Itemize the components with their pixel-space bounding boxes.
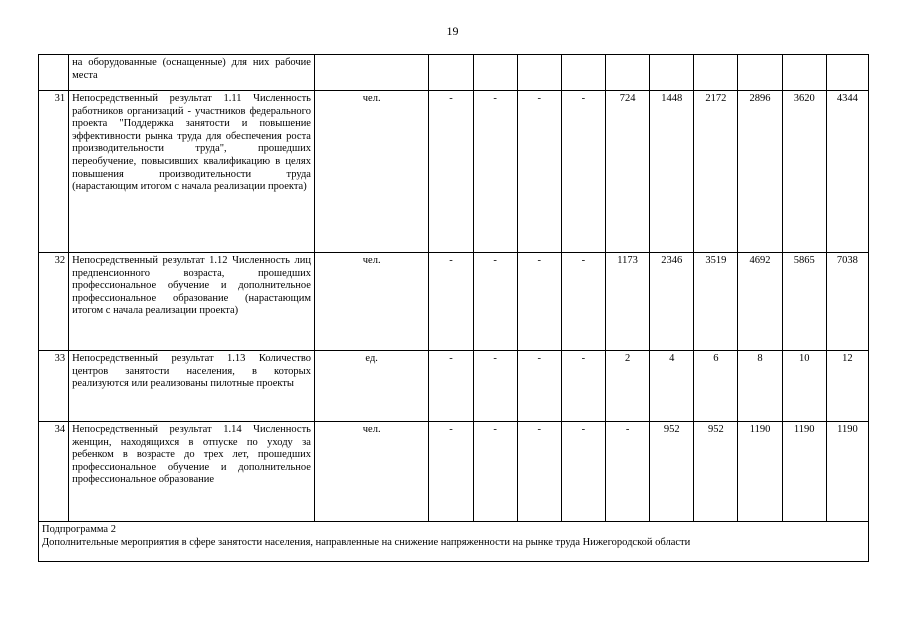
row-value: - xyxy=(561,91,605,253)
indicators-table xyxy=(38,54,869,562)
row-description: Непосредственный результат 1.12 Численность лиц предпенсионного возраста, прошедших профессиональное обучение и дополнительное профессиональное образование (нарастающим итогом с начала реализации проекта) xyxy=(69,253,315,351)
row-value: 952 xyxy=(650,422,694,522)
row-value: 5865 xyxy=(782,253,826,351)
row-value: - xyxy=(429,253,473,351)
row-number: 32 xyxy=(39,253,69,351)
page-number: 19 xyxy=(446,24,459,38)
row-unit: чел. xyxy=(314,91,428,253)
row-number: 31 xyxy=(39,91,69,253)
row-unit xyxy=(314,55,428,91)
row-value: - xyxy=(517,351,561,422)
row-description: на оборудованные (оснащенные) для них рабочие места xyxy=(69,55,315,91)
row-value: 2896 xyxy=(738,91,782,253)
row-value: 724 xyxy=(606,91,650,253)
row-value: 1448 xyxy=(650,91,694,253)
row-number: 34 xyxy=(39,422,69,522)
row-value xyxy=(429,55,473,91)
row-value xyxy=(782,55,826,91)
row-value xyxy=(561,55,605,91)
table-row xyxy=(39,55,869,91)
row-value: - xyxy=(473,91,517,253)
row-description: Непосредственный результат 1.14 Численность женщин, находящихся в отпуске по уходу за ребенком в возрасте до трех лет, прошедших профессиональное обучение и дополнительное профессиональное образование xyxy=(69,422,315,522)
row-value: 7038 xyxy=(826,253,868,351)
subprogram-text: Дополнительные мероприятия в сфере занятости населения, направленные на снижение напряженности на рынке труда Нижегородской области xyxy=(42,536,691,548)
row-value: - xyxy=(429,351,473,422)
row-value: 2172 xyxy=(694,91,738,253)
row-value xyxy=(606,55,650,91)
row-value xyxy=(694,55,738,91)
row-description: Непосредственный результат 1.11 Численность работников организаций - участников федерального проекта "Поддержка занятости и повышение эффективности рынка труда для обеспечения роста производительности труда", прошедших переобучение, повысивших квалификацию в целях повышения производительности труда (нарастающим итогом с начала реализации проекта) xyxy=(69,91,315,253)
row-value: 1190 xyxy=(782,422,826,522)
subprogram-row xyxy=(39,522,869,562)
row-value: 3620 xyxy=(782,91,826,253)
row-unit: чел. xyxy=(314,253,428,351)
row-value: 1190 xyxy=(826,422,868,522)
row-value: 6 xyxy=(694,351,738,422)
row-value: 4692 xyxy=(738,253,782,351)
row-value: - xyxy=(561,253,605,351)
row-value xyxy=(650,55,694,91)
row-value: 952 xyxy=(694,422,738,522)
row-value: 3519 xyxy=(694,253,738,351)
table-row xyxy=(39,351,869,422)
row-value: 4 xyxy=(650,351,694,422)
row-value: 8 xyxy=(738,351,782,422)
row-value xyxy=(517,55,561,91)
row-value: 1173 xyxy=(606,253,650,351)
row-value: 4344 xyxy=(826,91,868,253)
row-value: - xyxy=(473,351,517,422)
row-value: - xyxy=(561,351,605,422)
row-value: - xyxy=(517,91,561,253)
row-value: - xyxy=(606,422,650,522)
row-value: - xyxy=(473,253,517,351)
row-value: - xyxy=(473,422,517,522)
subprogram-title: Подпрограмма 2 xyxy=(42,524,116,535)
row-value: 12 xyxy=(826,351,868,422)
row-value xyxy=(473,55,517,91)
row-value xyxy=(738,55,782,91)
row-value: - xyxy=(561,422,605,522)
row-value: 2 xyxy=(606,351,650,422)
subprogram-cell xyxy=(39,522,869,562)
row-value: 2346 xyxy=(650,253,694,351)
row-number xyxy=(39,55,69,91)
row-value: - xyxy=(517,422,561,522)
row-value: 1190 xyxy=(738,422,782,522)
row-number: 33 xyxy=(39,351,69,422)
row-unit: чел. xyxy=(314,422,428,522)
table-row xyxy=(39,91,869,253)
row-value xyxy=(826,55,868,91)
row-description: Непосредственный результат 1.13 Количество центров занятости населения, в которых реализуются или реализованы пилотные проекты xyxy=(69,351,315,422)
row-value: - xyxy=(429,422,473,522)
table-row xyxy=(39,253,869,351)
row-value: 10 xyxy=(782,351,826,422)
table-row xyxy=(39,422,869,522)
row-unit: ед. xyxy=(314,351,428,422)
row-value: - xyxy=(517,253,561,351)
row-value: - xyxy=(429,91,473,253)
